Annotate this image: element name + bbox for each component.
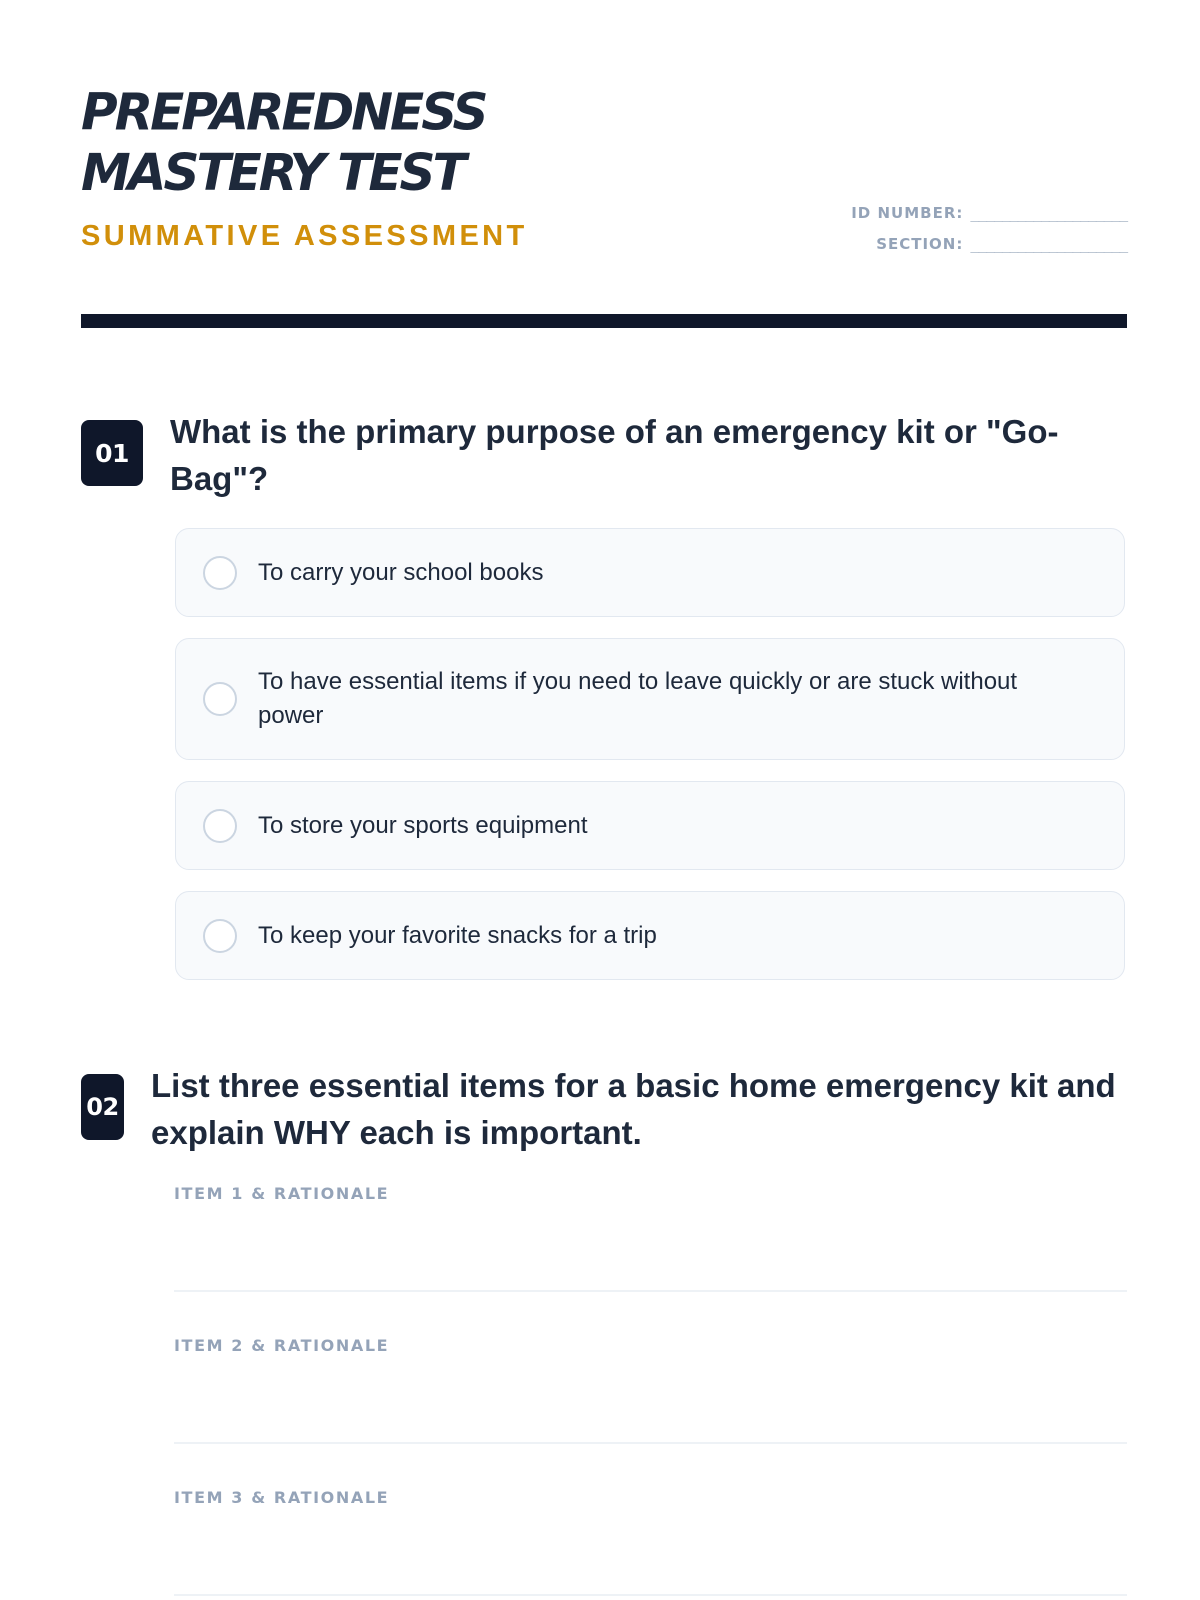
answer-option[interactable] — [175, 891, 1125, 980]
radio-button[interactable] — [203, 809, 237, 843]
answer-line-item-2[interactable] — [174, 1442, 1127, 1444]
answer-label-item-1: ITEM 1 & RATIONALE — [174, 1184, 390, 1203]
id-number-row — [851, 204, 1127, 235]
page-title — [81, 83, 681, 203]
answer-label-item-3: ITEM 3 & RATIONALE — [174, 1488, 390, 1507]
option-text: To have essential items if you need to leave quickly or are stuck without power — [258, 668, 1018, 729]
option-text: To store your sports equipment — [258, 811, 588, 839]
header-divider — [81, 314, 1127, 328]
answer-line-item-3[interactable] — [174, 1594, 1127, 1596]
question-number-badge: 02 — [81, 1074, 124, 1140]
section-field[interactable]: ____________________ — [970, 235, 1127, 253]
title-line-2: MASTERY TEST — [81, 143, 464, 203]
student-info — [851, 204, 1127, 266]
option-text: To keep your favorite snacks for a trip — [258, 921, 657, 949]
title-line-1: PREPAREDNESS — [81, 82, 486, 142]
question-text: List three essential items for a basic home emergency kit and explain WHY each is important. — [151, 1067, 1116, 1151]
answer-label-item-2: ITEM 2 & RATIONALE — [174, 1336, 390, 1355]
answer-option[interactable] — [175, 528, 1125, 617]
option-text: To carry your school books — [258, 558, 544, 586]
question-number-badge: 01 — [81, 420, 143, 486]
question-text: What is the primary purpose of an emergency kit or "Go-Bag"? — [170, 413, 1059, 497]
page-header — [81, 80, 1127, 260]
id-number-label: ID NUMBER: — [851, 204, 964, 222]
answer-option[interactable] — [175, 638, 1125, 760]
radio-button[interactable] — [203, 556, 237, 590]
answer-option[interactable] — [175, 781, 1125, 870]
radio-button[interactable] — [203, 682, 237, 716]
answer-line-item-1[interactable] — [174, 1290, 1127, 1292]
section-label: SECTION: — [876, 235, 964, 253]
id-number-field[interactable]: ____________________ — [970, 204, 1127, 222]
page-subtitle: SUMMATIVE ASSESSMENT — [81, 220, 528, 252]
section-row — [851, 235, 1127, 266]
radio-button[interactable] — [203, 919, 237, 953]
